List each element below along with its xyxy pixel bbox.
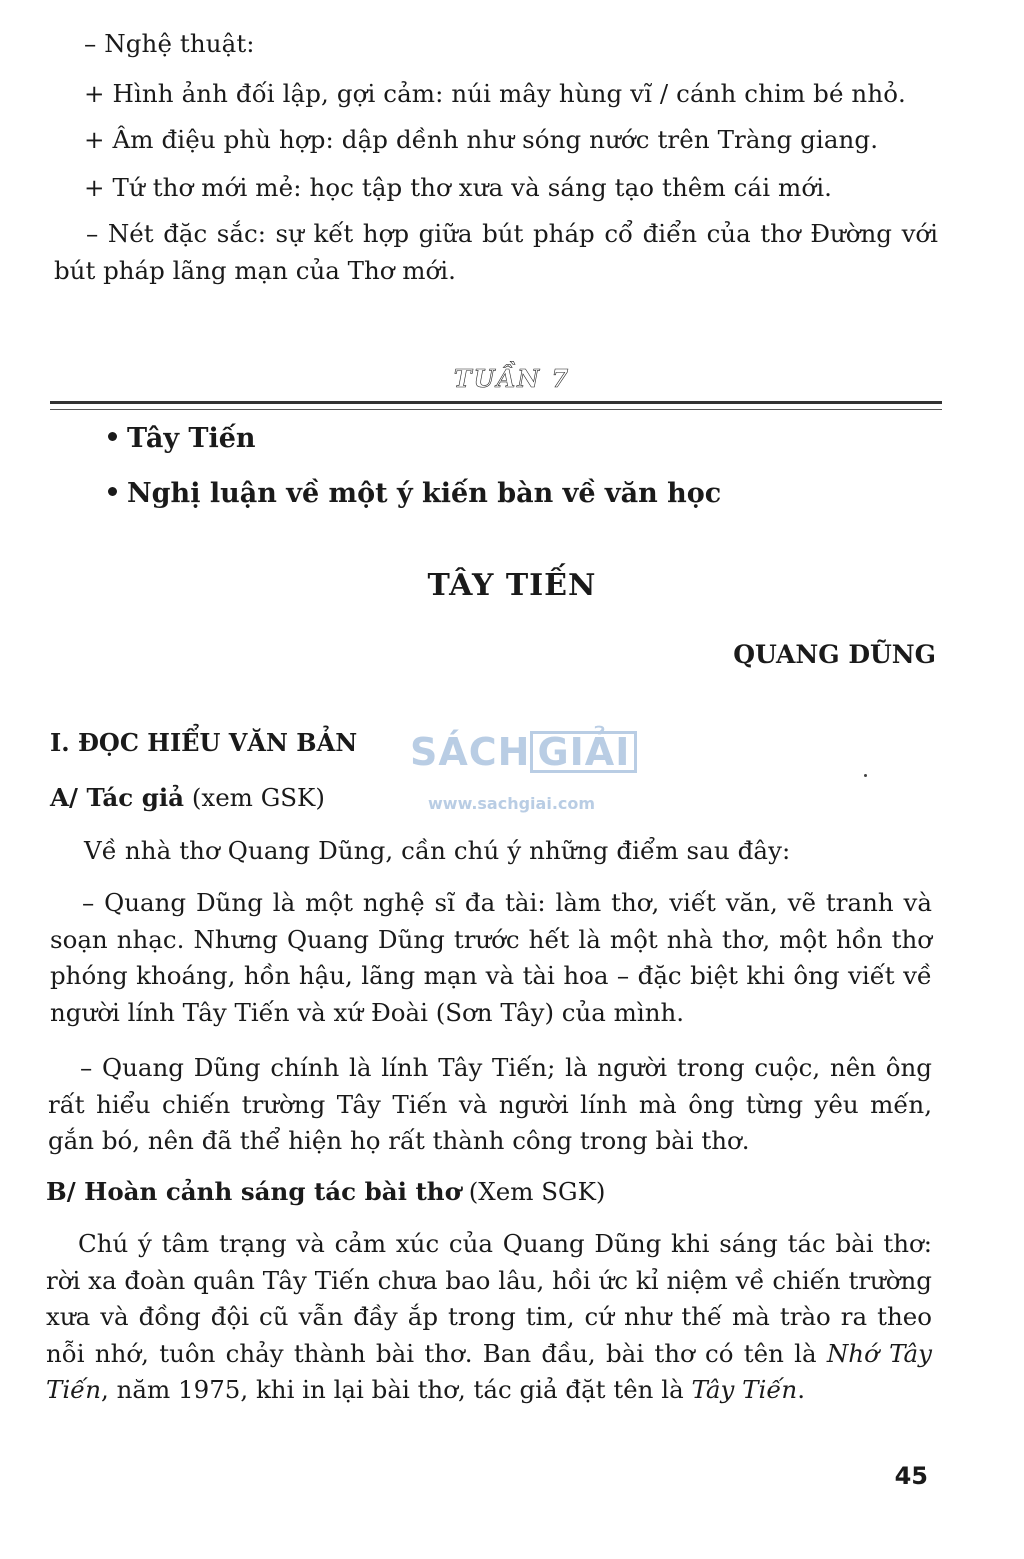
part-a-paragraph-2: – Quang Dũng chính là lính Tây Tiến; là người trong cuộc, nên ông rất hiểu chiến trường Tây Tiến và người lính mà ông từng yêu mến, gắn bó, nên đã thể hiện họ rất thành công trong bài thơ. <box>48 1053 932 1155</box>
bullet-icon <box>108 432 117 441</box>
poem-title: TÂY TIẾN <box>427 568 597 603</box>
part-b-heading: B/ Hoàn cảnh sáng tác bài thơ (Xem SGK) <box>46 1177 606 1206</box>
part-a-intro: Về nhà thơ Quang Dũng, cần chú ý những điểm sau đây: <box>84 836 791 865</box>
part-b-paragraph: Chú ý tâm trạng và cảm xúc của Quang Dũng khi sáng tác bài thơ: rời xa đoàn quân Tây Tiến chưa bao lâu, hồi ức kỉ niệm về chiến trường xưa và đồng đội cũ vẫn đầy ắp trong tim, cứ như thế mà trào ra theo nỗi nhớ, tuôn chảy thành bài thơ. Ban đầu, bài thơ có tên là Nhớ Tây Tiến, năm 1975, khi in lại bài thơ, tác giả đặt tên là Tây Tiến. <box>46 1229 932 1404</box>
week-title: TUẦN 7 <box>453 364 571 393</box>
watermark-logo: SÁCH GIẢI www.sachgiai.com <box>410 730 620 813</box>
old-poem-title: Nhớ Tây Tiến <box>46 1338 932 1404</box>
part-a-paragraph-1: – Quang Dũng là một nghệ sĩ đa tài: làm thơ, viết văn, vẽ tranh và soạn nhạc. Nhưng Quang Dũng trước hết là một nhà thơ, một hồn thơ phóng khoáng, hồn hậu, lãng mạn và tài hoa – đặc biệt khi ông viết về người lính Tây Tiến và xứ Đoài (Sơn Tây) của mình. <box>50 888 932 1027</box>
author-name: QUANG DŨNG <box>733 640 936 669</box>
part-a-heading: A/ Tác giả (xem GSK) <box>50 783 325 812</box>
bullet-icon <box>108 487 117 496</box>
new-poem-title: Tây Tiến <box>691 1375 798 1404</box>
week-topic-2: Nghị luận về một ý kiến bàn về văn học <box>108 476 721 512</box>
page-number: 45 <box>894 1462 928 1490</box>
divider-thick <box>50 401 942 404</box>
scan-speck <box>864 774 867 777</box>
divider-thin <box>50 409 942 410</box>
art-point-3: + Tứ thơ mới mẻ: học tập thơ xưa và sáng tạo thêm cái mới. <box>84 173 833 202</box>
week-topic-1: Tây Tiến <box>108 421 256 457</box>
art-point-1: + Hình ảnh đối lập, gợi cảm: núi mây hùng vĩ / cánh chim bé nhỏ. <box>84 79 906 108</box>
art-point-2: + Âm điệu phù hợp: dập dềnh như sóng nước trên Tràng giang. <box>84 125 879 154</box>
distinctive-paragraph: – Nét đặc sắc: sự kết hợp giữa bút pháp cổ điển của thơ Đường với bút pháp lãng mạn của Thơ mới. <box>54 219 938 285</box>
art-label: – Nghệ thuật: <box>84 29 255 58</box>
section-heading: I. ĐỌC HIỂU VĂN BẢN <box>50 728 358 757</box>
